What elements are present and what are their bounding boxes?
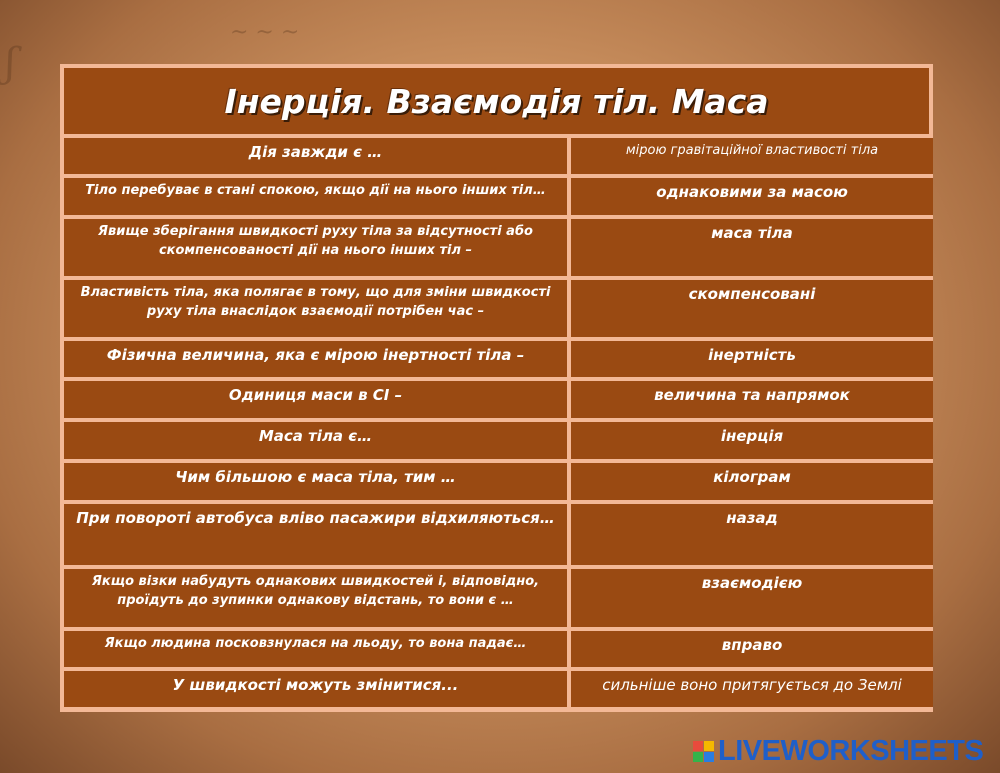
liveworksheets-logo-icon (693, 741, 714, 762)
answer-cell-6[interactable]: величина та напрямок (571, 381, 933, 418)
answer-cell-12[interactable]: сильніше воно притягується до Землі (571, 671, 933, 707)
answer-cell-2[interactable]: однаковими за масою (571, 178, 933, 215)
answer-cell-8[interactable]: кілограм (571, 463, 933, 500)
logo-square-red (693, 741, 703, 751)
question-cell-10[interactable]: Якщо візки набудуть однакових швидкостей і, відповідно, проїдуть до зупинки однакову відстань, то вони є … (64, 569, 567, 627)
question-cell-11[interactable]: Якщо людина посковзнулася на льоду, то вона падає… (64, 631, 567, 667)
background-formula-decoration: ~ ~ ~ (230, 20, 300, 45)
question-cell-2[interactable]: Тіло перебуває в стані спокою, якщо дії на нього інших тіл… (64, 178, 567, 215)
answer-cell-4[interactable]: скомпенсовані (571, 280, 933, 337)
answer-cell-1[interactable]: мірою гравітаційної властивості тіла (571, 138, 933, 174)
question-cell-8[interactable]: Чим більшою є маса тіла, тим … (64, 463, 567, 500)
question-cell-7[interactable]: Маса тіла є… (64, 422, 567, 459)
matching-grid (64, 138, 929, 711)
question-cell-3[interactable]: Явище зберігання швидкості руху тіла за відсутності або скомпенсованості дії на нього інших тіл – (64, 219, 567, 276)
background-dna-decoration: ʃ (5, 40, 16, 86)
answer-cell-10[interactable]: взаємодією (571, 569, 933, 627)
question-cell-6[interactable]: Одиниця маси в СІ – (64, 381, 567, 418)
answer-cell-5[interactable]: інертність (571, 341, 933, 377)
question-cell-1[interactable]: Дія завжди є … (64, 138, 567, 174)
title-bar (64, 68, 929, 134)
page-title: Інерція. Взаємодія тіл. Маса (224, 81, 769, 121)
liveworksheets-brand[interactable] (693, 735, 983, 768)
logo-square-green (693, 752, 703, 762)
logo-square-yellow (704, 741, 714, 751)
answer-cell-3[interactable]: маса тіла (571, 219, 933, 276)
answer-cell-7[interactable]: інерція (571, 422, 933, 459)
question-cell-4[interactable]: Властивість тіла, яка полягає в тому, що для зміни швидкості руху тіла внаслідок взаємодії потрібен час – (64, 280, 567, 337)
question-cell-5[interactable]: Фізична величина, яка є мірою інертності тіла – (64, 341, 567, 377)
worksheet-table (60, 64, 933, 712)
question-cell-9[interactable]: При повороті автобуса вліво пасажири відхиляються… (64, 504, 567, 565)
brand-text: LIVEWORKSHEETS (718, 735, 984, 767)
answer-cell-11[interactable]: вправо (571, 631, 933, 667)
question-cell-12[interactable]: У швидкості можуть змінитися... (64, 671, 567, 707)
answer-cell-9[interactable]: назад (571, 504, 933, 565)
logo-square-blue (704, 752, 714, 762)
